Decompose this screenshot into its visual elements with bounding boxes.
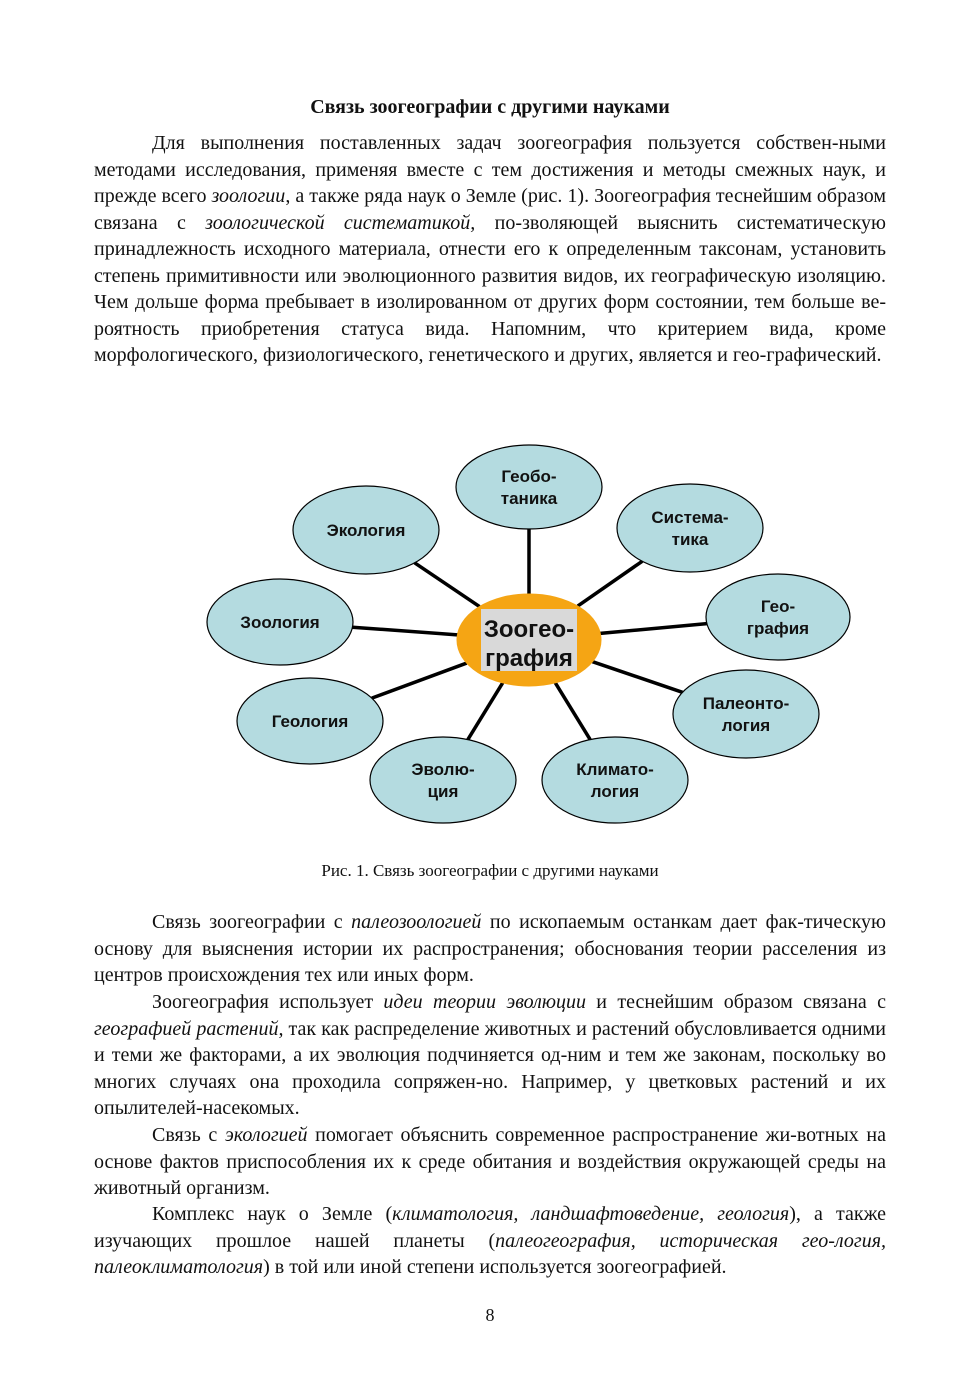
node-label: Система- xyxy=(651,508,729,527)
page-number: 8 xyxy=(485,1305,495,1325)
node-label: Зоология xyxy=(240,613,320,632)
connector-zoologiya xyxy=(352,627,457,635)
node-sistematika xyxy=(617,484,763,572)
node-zoologiya xyxy=(207,579,353,665)
node-geobotanika xyxy=(456,445,602,529)
center-label: графия xyxy=(485,645,573,672)
italic-term: климатология, ландшафтоведение, геология xyxy=(392,1203,790,1225)
node-geologiya xyxy=(237,678,383,764)
text-run: Для выполнения поставленных задач зоогеография пользуется собствен-ными методами исследования, применяя вместе с тем достижения и методы смежных наук, и прежде всего xyxy=(94,132,886,207)
node-shape xyxy=(706,574,850,660)
node-klimatologiya xyxy=(542,737,688,823)
node-shape xyxy=(673,670,819,758)
text-run: помогает объяснить современное распространение жи-вотных на основе фактов приспособления их к среде обитания и воздействия окружающей среды на животный организм. xyxy=(94,1124,886,1199)
node-evolyutsiya xyxy=(370,737,516,823)
text-run: ) в той или иной степени используется зоогеографией. xyxy=(263,1256,727,1278)
connector-paleontologiya xyxy=(593,662,683,693)
text-run: и теснейшим образом связана с xyxy=(585,991,887,1013)
node-shape xyxy=(617,484,763,572)
node-label: логия xyxy=(721,716,771,735)
italic-term: географией растений, xyxy=(94,1017,284,1040)
connector-evolyutsiya xyxy=(468,683,503,740)
italic-term: палеозоологией xyxy=(351,911,482,933)
figure-caption: Рис. 1. Связь зоогеографии с другими науками xyxy=(321,861,659,880)
text-run: Комплекс наук о Земле ( xyxy=(152,1203,393,1225)
node-label: Эволю- xyxy=(411,760,475,779)
node-label: логия xyxy=(590,782,640,801)
text-run: Связь с xyxy=(152,1124,225,1146)
node-label: тика xyxy=(671,530,709,549)
italic-term: идеи теории эволюции xyxy=(383,991,586,1013)
text-run: ), а также изучающих прошлое нашей планеты ( xyxy=(94,1203,886,1252)
node-shape xyxy=(370,737,516,823)
text-run: так как распределение животных и растений обусловливается одними и теми же факторами, а их эволюция подчиняется од-ним и тем же законам, поскольку во многих случаях она проходила сопряжен-но. Например, у цветковых растений и их опылителей-насекомых. xyxy=(94,1017,886,1119)
node-label: Геобо- xyxy=(501,467,557,486)
diagram-center xyxy=(457,594,601,686)
node-label: Геология xyxy=(271,712,349,731)
italic-term: зоологической систематикой, xyxy=(205,211,476,234)
connector-klimatologiya xyxy=(555,683,590,740)
italic-term: палеогеография, историческая гео-логия, палеоклиматология xyxy=(94,1229,886,1278)
node-label: Гео- xyxy=(760,597,796,616)
center-label: Зоогео- xyxy=(483,616,575,643)
node-paleontologiya xyxy=(673,670,819,758)
page-title: Связь зоогеографии с другими науками xyxy=(310,96,670,118)
connector-geologiya xyxy=(372,663,467,698)
text-run: Зоогеография использует xyxy=(152,991,384,1013)
connector-geografiya xyxy=(600,624,707,634)
node-label: ция xyxy=(427,782,459,801)
node-geografiya xyxy=(706,574,850,660)
node-label: Экология xyxy=(326,521,406,540)
italic-term: зоологии xyxy=(211,185,286,207)
connector-sistematika xyxy=(578,561,642,606)
italic-term: экологией xyxy=(224,1124,308,1146)
connector-ekologiya xyxy=(415,563,480,607)
node-shape xyxy=(542,737,688,823)
text-run: по ископаемым останкам дает фак-тическую основу для выяснения истории их распространения; обоснования теории расселения из центров происхождения тех или иных форм. xyxy=(94,911,886,986)
node-label: Климато- xyxy=(576,760,654,779)
node-label: графия xyxy=(746,619,810,638)
node-ekologiya xyxy=(293,486,439,574)
node-label: Палеонто- xyxy=(702,694,790,713)
text-run: Связь зоогеографии с xyxy=(152,911,352,933)
text-run: , а также ряда наук о Земле (рис. 1). Зоогеография теснейшим образом связана с xyxy=(94,185,887,234)
text-run: по-зволяющей выяснить систематическую принадлежность исходного материала, отнести его к определенным таксонам, установить степень примитивности или эволюционного развития видов, их географическую изоляцию. Чем дольше форма пребывает в изолированном от других форм состоянии, тем больше ве-роятность приобретения статуса вида. Напомним, что критерием вида, кроме морфологического, физиологического, генетического и других, является и гео-графический. xyxy=(94,211,886,366)
node-shape xyxy=(456,445,602,529)
node-label: таника xyxy=(500,489,558,508)
